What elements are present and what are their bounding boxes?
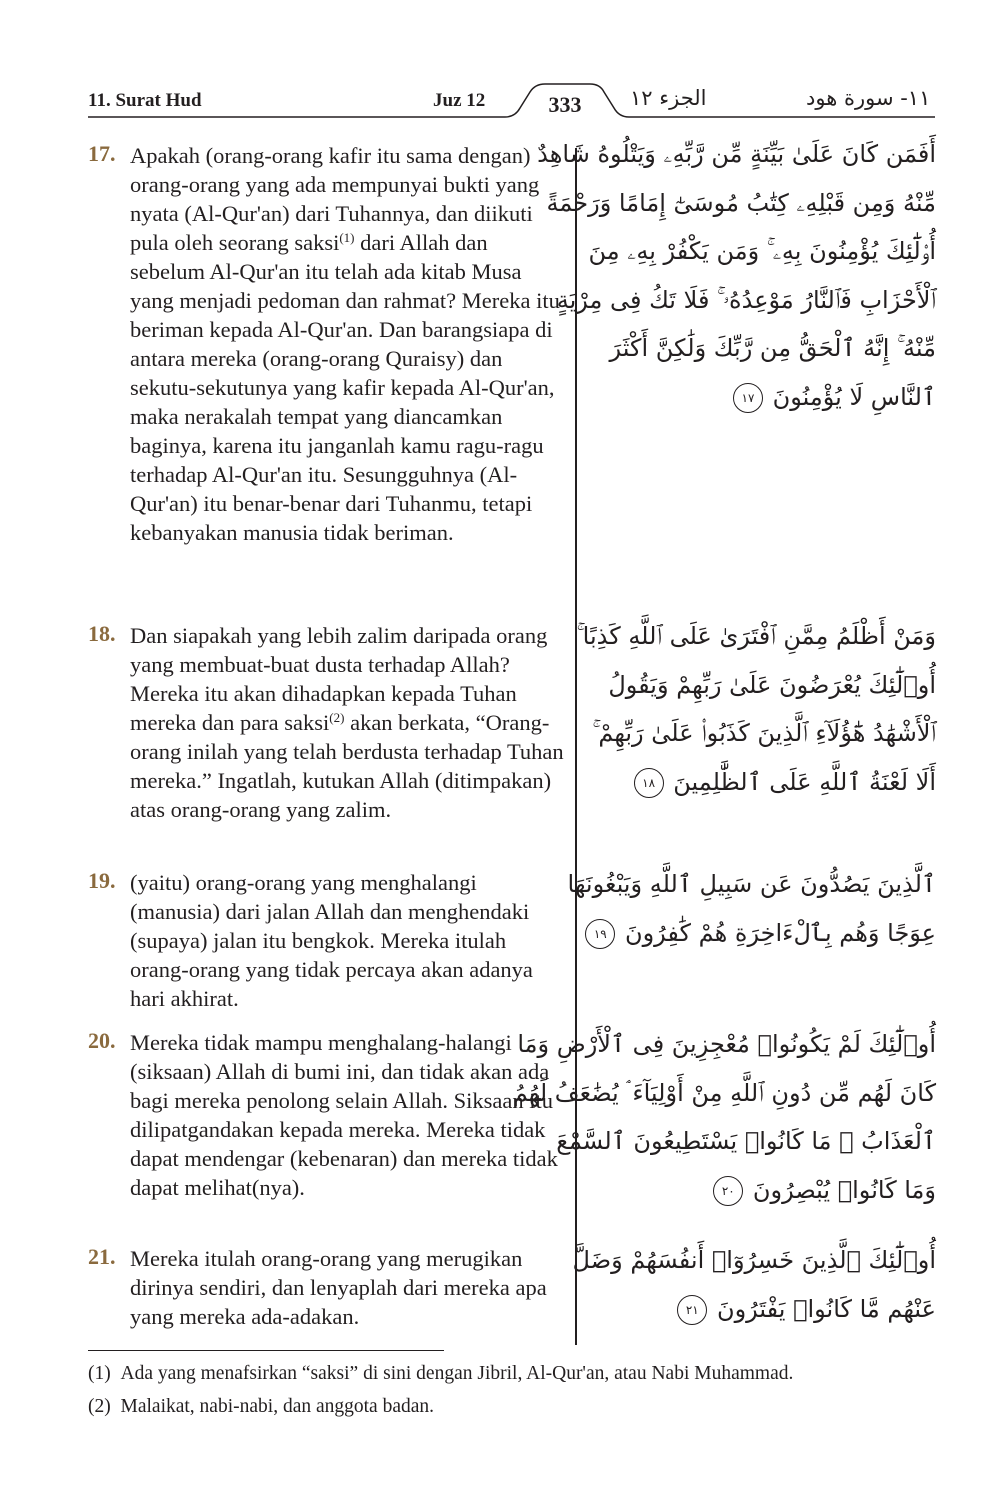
- ayah-end-marker: ١٧: [733, 383, 763, 413]
- footnote-text: Ada yang menafsirkan “saksi” di sini dengan Jibril, Al-Qur'an, atau Nabi Muhammad.: [120, 1363, 794, 1384]
- verse-20-translation: [88, 1028, 568, 1202]
- ayah-end-marker: ٢١: [677, 1295, 707, 1325]
- footnote-2: [88, 1396, 434, 1418]
- juz-label-arabic: الجزء ١٢: [630, 86, 707, 110]
- verse-18-arabic: وَمَنْ أَظْلَمُ مِمَّنِ ٱفْتَرَىٰ عَلَى ٱللَّهِ كَذِبًا ۚ أُو۟لَٰٓئِكَ يُعْرَضُونَ عَلَىٰ رَبِّهِمْ وَيَقُولُ ٱلْأَشْهَٰدُ هَٰٓؤُلَآءِ ٱلَّذِينَ كَذَبُوا۟ عَلَىٰ رَبِّهِمْ ۚ أَلَا لَعْنَةُ ٱللَّهِ عَلَى ٱلظَّٰلِمِينَ ١٨: [576, 622, 936, 796]
- verse-18-translation: [88, 621, 568, 824]
- juz-label: Juz 12: [433, 90, 486, 111]
- header-rule: [0, 0, 1000, 140]
- verse-text: Apakah (orang-orang kafir itu sama dengan) orang-orang yang ada mempunyai bukti yang nyata (Al-Qur'an) dari Tuhannya, dan diikuti pula oleh seorang saksi$^{(1)}$ dari Allah dan sebelum Al-Qur'an itu telah ada kitab Musa yang menjadi pedoman dan rahmat? Mereka itu beriman kepada Al-Qur'an. Dan barangsiapa di antara mereka (orang-orang Quraisy) dan sekutu-sekutunya yang kafir kepada Al-Qur'an, maka nerakalah tempat yang diancamkan baginya, karena itu janganlah kamu ragu-ragu terhadap Al-Qur'an itu. Sesungguhnya (Al-Qur'an) itu benar-benar dari Tuhanmu, tetapi kebanyakan manusia tidak beriman.: [130, 143, 560, 545]
- verse-21-arabic: أُو۟لَٰٓئِكَ ٱلَّذِينَ خَسِرُوٓا۟ أَنفُسَهُمْ وَضَلَّ عَنْهُم مَّا كَانُوا۟ يَفْتَرُونَ ٢١: [572, 1246, 936, 1323]
- footnote-text: Malaikat, nabi-nabi, dan anggota badan.: [120, 1396, 435, 1417]
- surah-title-arabic: ١١- سورة هود: [806, 86, 931, 110]
- surah-title: 11. Surat Hud: [88, 90, 202, 111]
- verse-number: 17.: [88, 141, 116, 166]
- verse-text: (yaitu) orang-orang yang menghalangi (manusia) dari jalan Allah dan menghendaki (supaya) jalan itu bengkok. Mereka itulah orang-orang yang tidak percaya akan adanya hari akhirat.: [130, 870, 533, 1011]
- verse-text: Dan siapakah yang lebih zalim daripada orang yang membuat-buat dusta terhadap Allah? Mereka itu akan dihadapkan kepada Tuhan mereka dan para saksi$^{(2)}$ akan berkata, “Orang-orang inilah yang telah berdusta terhadap Tuhan mereka.” Ingatlah, kutukan Allah (ditimpakan) atas orang-orang yang zalim.: [130, 623, 564, 822]
- footnote-rule: [88, 1350, 444, 1351]
- verse-17-translation: [88, 141, 568, 547]
- verse-19-translation: [88, 868, 568, 1013]
- footnote-marker: (1): [339, 230, 355, 245]
- ayah-end-marker: ١٨: [634, 768, 664, 798]
- verse-number: 18.: [88, 621, 116, 646]
- page-number: 333: [548, 92, 582, 117]
- footnote-marker: (2): [329, 710, 345, 725]
- verse-17-arabic: أَفَمَن كَانَ عَلَىٰ بَيِّنَةٍ مِّن رَّبِّهِۦ وَيَتْلُوهُ شَاهِدٌ مِّنْهُ وَمِن قَبْلِهِۦ كِتَٰبُ مُوسَىٰٓ إِمَامًا وَرَحْمَةً أُو۟لَٰٓئِكَ يُؤْمِنُونَ بِهِۦ ۚ وَمَن يَكْفُرْ بِهِۦ مِنَ ٱلْأَحْزَابِ فَٱلنَّارُ مَوْعِدُهُۥ ۚ فَلَا تَكُ فِى مِرْيَةٍ مِّنْهُ ۚ إِنَّهُ ٱلْحَقُّ مِن رَّبِّكَ وَلَٰكِنَّ أَكْثَرَ ٱلنَّاسِ لَا يُؤْمِنُونَ ١٧: [537, 140, 936, 411]
- verse-19-arabic: ٱلَّذِينَ يَصُدُّونَ عَن سَبِيلِ ٱللَّهِ وَيَبْغُونَهَا عِوَجًا وَهُم بِٱلْءَاخِرَةِ هُمْ كَٰفِرُونَ ١٩: [567, 870, 936, 947]
- footnote-1: [88, 1363, 793, 1385]
- footnote-marker: (2): [88, 1396, 111, 1417]
- verse-number: 19.: [88, 868, 116, 893]
- verse-text: Mereka itulah orang-orang yang merugikan dirinya sendiri, dan lenyaplah dari mereka apa yang mereka ada-adakan.: [130, 1246, 547, 1329]
- footnote-marker: (1): [88, 1363, 111, 1384]
- verse-text: Mereka tidak mampu menghalang-halangi (siksaan) Allah di bumi ini, dan tidak akan ada bagi mereka penolong selain Allah. Siksaan itu dilipatgandakan kepada mereka. Mereka tidak dapat mendengar (kebenaran) dan mereka tidak dapat melihat(nya).: [130, 1030, 558, 1200]
- verse-number: 20.: [88, 1028, 116, 1053]
- ayah-end-marker: ٢٠: [713, 1176, 743, 1206]
- verse-20-arabic: أُو۟لَٰٓئِكَ لَمْ يَكُونُوا۟ مُعْجِزِينَ فِى ٱلْأَرْضِ وَمَا كَانَ لَهُم مِّن دُونِ ٱللَّهِ مِنْ أَوْلِيَآءَ ۘ يُضَٰعَفُ لَهُمُ ٱلْعَذَابُ ۚ مَا كَانُوا۟ يَسْتَطِيعُونَ ٱلسَّمْعَ وَمَا كَانُوا۟ يُبْصِرُونَ ٢٠: [512, 1030, 936, 1204]
- verse-21-translation: [88, 1244, 568, 1331]
- verse-number: 21.: [88, 1244, 116, 1269]
- ayah-end-marker: ١٩: [585, 919, 615, 949]
